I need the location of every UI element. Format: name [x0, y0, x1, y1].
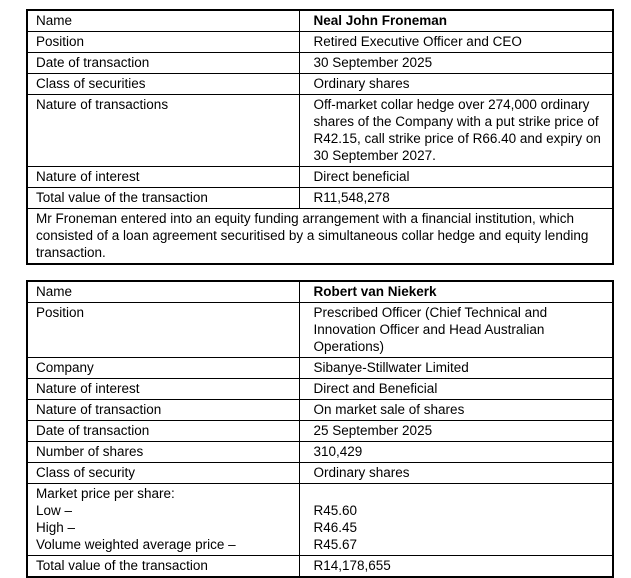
row-label-cell: Date of transaction — [27, 421, 299, 442]
row-label-cell: Number of shares — [27, 442, 299, 463]
row-value-cell: Neal John Froneman — [299, 10, 613, 32]
row-label-cell: Class of security — [27, 463, 299, 484]
row-value-cell: Ordinary shares — [299, 74, 613, 95]
price-label-line: High – — [36, 520, 76, 535]
row-label-cell — [27, 484, 299, 556]
table-row — [27, 484, 613, 556]
price-value-line: R46.45 — [313, 520, 358, 535]
table-row — [27, 358, 613, 379]
table-row — [27, 32, 613, 53]
row-value-cell: Sibanye-Stillwater Limited — [299, 358, 613, 379]
row-label-cell: Date of transaction — [27, 53, 299, 74]
table-row — [27, 188, 613, 209]
table-row — [27, 379, 613, 400]
row-label-cell: Class of securities — [27, 74, 299, 95]
table-footer-cell: Mr Froneman entered into an equity funding arrangement with a financial institution, which consisted of a loan agreement securitised by a simultaneous collar hedge and equity lending transaction. — [27, 209, 613, 265]
row-label-cell: Position — [27, 32, 299, 53]
row-label-cell: Company — [27, 358, 299, 379]
row-value-cell: Robert van Niekerk — [299, 281, 613, 303]
row-value-cell: 25 September 2025 — [299, 421, 613, 442]
row-label-cell: Nature of interest — [27, 167, 299, 188]
van-niekerk-disclosure-table — [26, 280, 614, 578]
row-value-cell: Prescribed Officer (Chief Technical and Innovation Officer and Head Australian Operations) — [299, 303, 613, 358]
price-label-line: Volume weighted average price – — [36, 537, 236, 552]
table-row — [27, 281, 613, 303]
row-label-cell: Position — [27, 303, 299, 358]
row-value-cell: Off-market collar hedge over 274,000 ordinary shares of the Company with a put strike price of R42.15, call strike price of R66.40 and expiry on 30 September 2027. — [299, 95, 613, 167]
price-label-line: Market price per share: — [36, 486, 175, 501]
row-value-cell: Direct beneficial — [299, 167, 613, 188]
price-value-line: R45.67 — [313, 537, 358, 552]
table-row — [27, 95, 613, 167]
price-label-line: Low – — [36, 503, 73, 518]
row-value-cell: 310,429 — [299, 442, 613, 463]
table-row — [27, 400, 613, 421]
row-value-cell: Retired Executive Officer and CEO — [299, 32, 613, 53]
row-value-cell: 30 September 2025 — [299, 53, 613, 74]
row-value-cell: Ordinary shares — [299, 463, 613, 484]
row-label-cell: Name — [27, 10, 299, 32]
row-label-cell: Total value of the transaction — [27, 556, 299, 578]
row-value-cell — [299, 484, 613, 556]
table-row — [27, 74, 613, 95]
row-label-cell: Nature of transactions — [27, 95, 299, 167]
table-row — [27, 53, 613, 74]
row-label-cell: Total value of the transaction — [27, 188, 299, 209]
table-row — [27, 167, 613, 188]
table-row — [27, 463, 613, 484]
row-value-cell: R11,548,278 — [299, 188, 613, 209]
row-value-cell: Direct and Beneficial — [299, 379, 613, 400]
row-value-cell: On market sale of shares — [299, 400, 613, 421]
row-value-cell: R14,178,655 — [299, 556, 613, 578]
table-row — [27, 442, 613, 463]
row-label-cell: Nature of interest — [27, 379, 299, 400]
table-row — [27, 421, 613, 442]
froneman-disclosure-table — [26, 9, 614, 265]
price-value-line: R45.60 — [313, 503, 358, 518]
price-value-line — [314, 485, 607, 502]
table-footer-row — [27, 209, 613, 265]
row-label-cell: Name — [27, 281, 299, 303]
table-row — [27, 303, 613, 358]
row-label-cell: Nature of transaction — [27, 400, 299, 421]
table-row — [27, 10, 613, 32]
table-row — [27, 556, 613, 578]
